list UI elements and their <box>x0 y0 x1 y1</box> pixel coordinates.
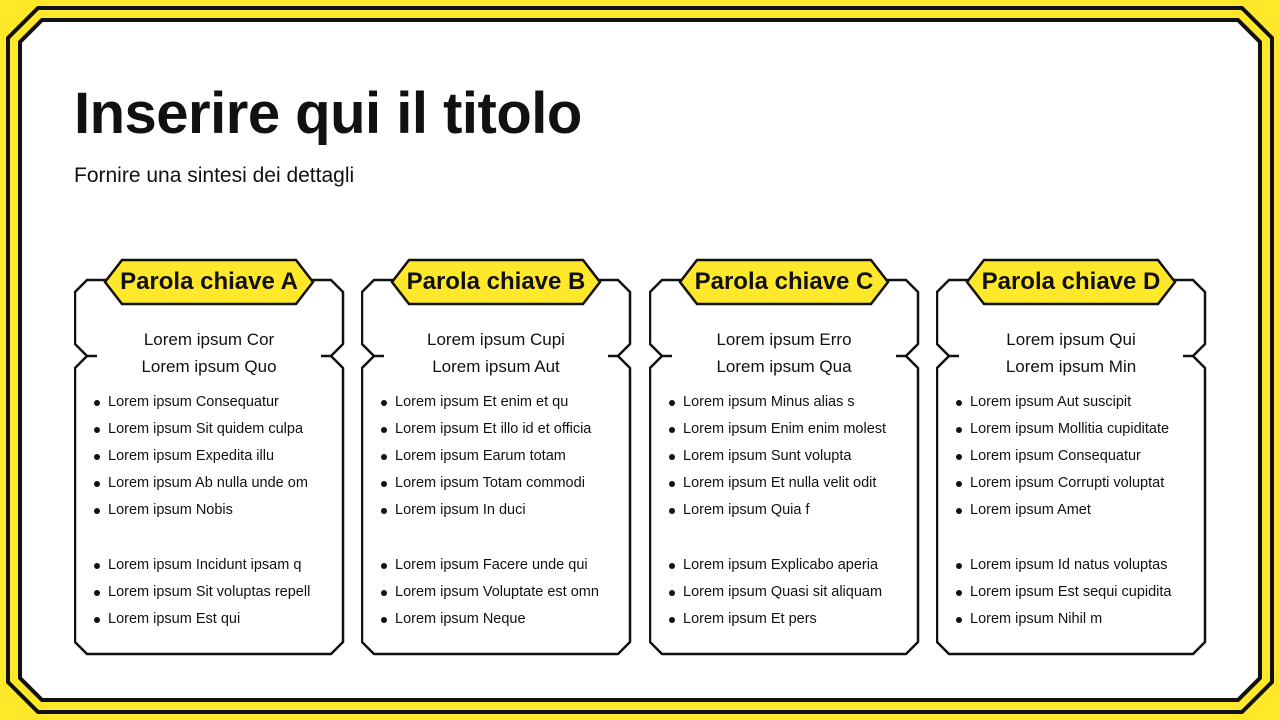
bullet-item: Lorem ipsum Sunt volupta <box>683 443 886 470</box>
page-subtitle: Fornire una sintesi dei dettagli <box>74 164 355 187</box>
keyword-label: Parola chiave C <box>694 268 874 295</box>
bullet-item: Lorem ipsum Quia f <box>683 497 886 524</box>
bullet-item: Lorem ipsum Corrupti voluptat <box>970 470 1169 497</box>
page-title: Inserire qui il titolo <box>74 81 582 146</box>
card-heading-2: Lorem ipsum Quo <box>141 357 277 376</box>
card-headings <box>361 326 631 380</box>
card-heading-1: Lorem ipsum Erro <box>716 330 852 349</box>
keyword-card-c <box>649 258 919 658</box>
bullet-item: Lorem ipsum Et enim et qu <box>395 389 591 416</box>
card-headings <box>649 326 919 380</box>
bullet-list-2 <box>683 552 882 633</box>
card-heading-2: Lorem ipsum Aut <box>432 357 560 376</box>
bullet-list-1 <box>970 389 1169 524</box>
bullet-item: Lorem ipsum Consequatur <box>108 389 308 416</box>
bullet-item: Lorem ipsum Nobis <box>108 497 308 524</box>
bullet-item: Lorem ipsum Mollitia cupiditate <box>970 416 1169 443</box>
bullet-item: Lorem ipsum Sit quidem culpa <box>108 416 308 443</box>
keyword-card-d <box>936 258 1206 658</box>
keyword-label: Parola chiave A <box>120 268 298 295</box>
bullet-item: Lorem ipsum Amet <box>970 497 1169 524</box>
bullet-item: Lorem ipsum Incidunt ipsam q <box>108 552 310 579</box>
card-heading-1: Lorem ipsum Cor <box>143 330 275 349</box>
keyword-label: Parola chiave B <box>406 268 586 295</box>
bullet-item: Lorem ipsum Consequatur <box>970 443 1169 470</box>
bullet-item: Lorem ipsum Aut suscipit <box>970 389 1169 416</box>
bullet-item: Lorem ipsum Earum totam <box>395 443 591 470</box>
bullet-list-1 <box>683 389 886 524</box>
card-heading-1: Lorem ipsum Qui <box>1006 330 1136 349</box>
bullet-item: Lorem ipsum Neque <box>395 606 599 633</box>
keyword-card-b <box>361 258 631 658</box>
bullet-item: Lorem ipsum Est sequi cupidita <box>970 579 1172 606</box>
bullet-item: Lorem ipsum Est qui <box>108 606 310 633</box>
bullet-list-2 <box>395 552 599 633</box>
bullet-item: Lorem ipsum Facere unde qui <box>395 552 599 579</box>
bullet-item: Lorem ipsum Nihil m <box>970 606 1172 633</box>
bullet-item: Lorem ipsum Id natus voluptas <box>970 552 1172 579</box>
card-headings <box>936 326 1206 380</box>
bullet-item: Lorem ipsum Et nulla velit odit <box>683 470 886 497</box>
bullet-list-1 <box>395 389 591 524</box>
bullet-item: Lorem ipsum Voluptate est omn <box>395 579 599 606</box>
bullet-item: Lorem ipsum Expedita illu <box>108 443 308 470</box>
card-heading-2: Lorem ipsum Min <box>1005 357 1137 376</box>
card-heading-2: Lorem ipsum Qua <box>716 357 852 376</box>
keyword-card-a <box>74 258 344 658</box>
bullet-item: Lorem ipsum Quasi sit aliquam <box>683 579 882 606</box>
bullet-item: Lorem ipsum Minus alias s <box>683 389 886 416</box>
bullet-list-2 <box>970 552 1172 633</box>
bullet-item: Lorem ipsum Enim enim molest <box>683 416 886 443</box>
keyword-label: Parola chiave D <box>981 268 1161 295</box>
bullet-item: Lorem ipsum Et illo id et officia <box>395 416 591 443</box>
bullet-item: Lorem ipsum Sit voluptas repell <box>108 579 310 606</box>
bullet-item: Lorem ipsum Explicabo aperia <box>683 552 882 579</box>
bullet-list-2 <box>108 552 310 633</box>
bullet-item: Lorem ipsum In duci <box>395 497 591 524</box>
bullet-item: Lorem ipsum Et pers <box>683 606 882 633</box>
bullet-item: Lorem ipsum Ab nulla unde om <box>108 470 308 497</box>
bullet-item: Lorem ipsum Totam commodi <box>395 470 591 497</box>
card-heading-1: Lorem ipsum Cupi <box>427 330 565 349</box>
card-headings <box>74 326 344 380</box>
bullet-list-1 <box>108 389 308 524</box>
